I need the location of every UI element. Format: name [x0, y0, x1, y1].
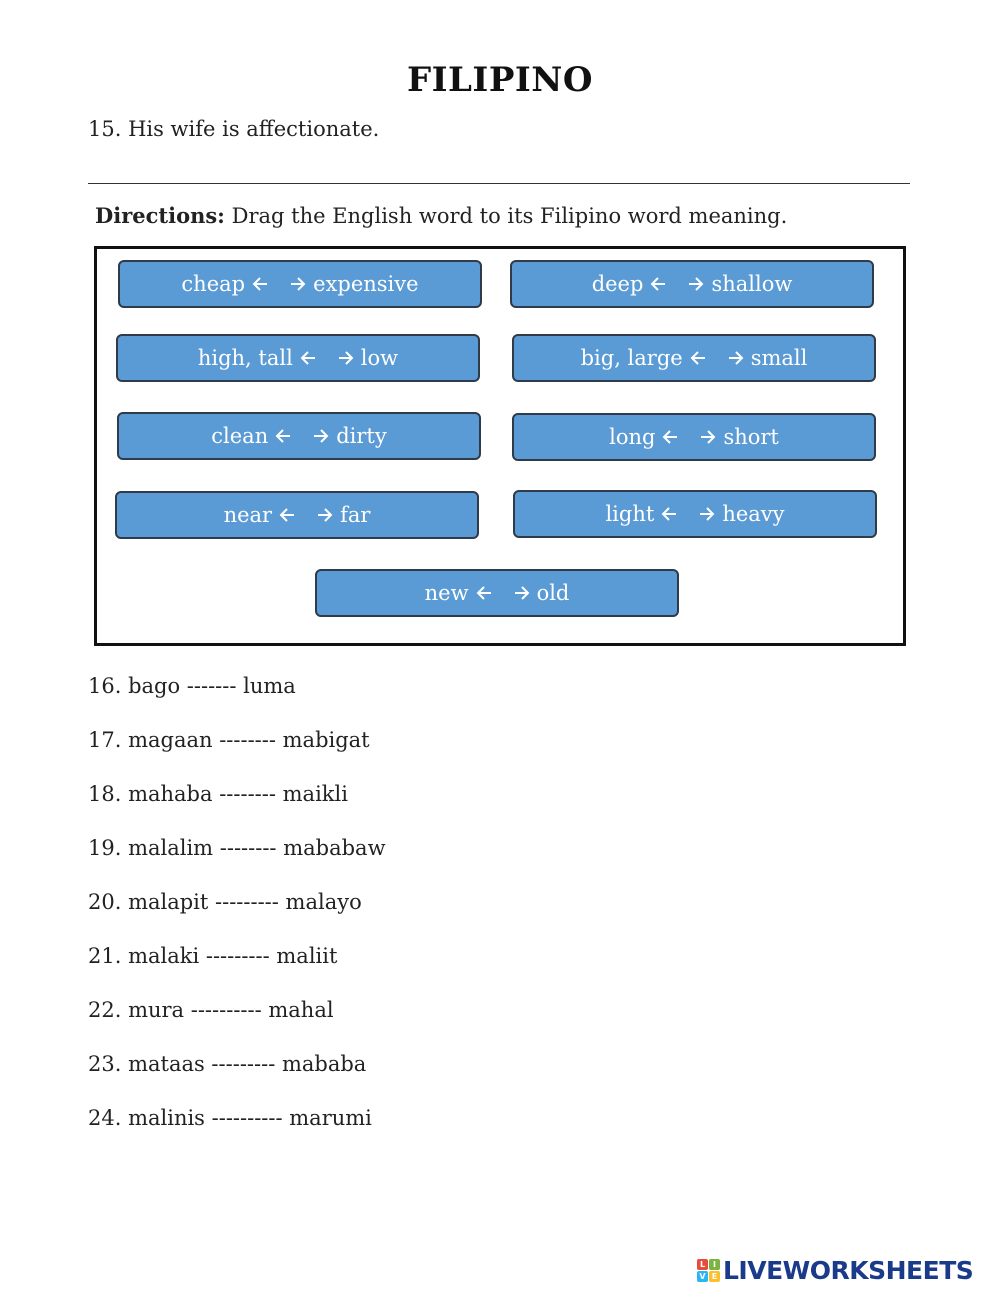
chip-right-word: old [536, 581, 570, 605]
arrow-right-icon [513, 583, 531, 603]
arrow-right-icon [289, 274, 307, 294]
chip-left-word: high, tall [197, 346, 293, 370]
arrow-right-icon [316, 505, 334, 525]
arrow-left-icon [274, 426, 292, 446]
chip-left-word: clean [211, 424, 269, 448]
arrow-left-icon [660, 504, 678, 524]
drag-chip-long-short[interactable] [512, 413, 876, 461]
drag-chip-cheap-expensive[interactable] [118, 260, 482, 308]
drag-chip-high-low[interactable] [116, 334, 480, 382]
chip-right-word: small [750, 346, 808, 370]
list-item-18[interactable]: 18. mahaba -------- maikli [88, 782, 348, 806]
list-item-19[interactable]: 19. malalim -------- mababaw [88, 836, 386, 860]
chip-left-word: deep [591, 272, 644, 296]
arrow-left-icon [278, 505, 296, 525]
chip-left-word: long [609, 425, 656, 449]
arrow-right-icon [699, 427, 717, 447]
chip-left-word: big, large [580, 346, 683, 370]
list-item-16[interactable]: 16. bago ------- luma [88, 674, 296, 698]
logo-text: LIVEWORKSHEETS [723, 1255, 974, 1285]
directions-label: Directions: [95, 203, 225, 228]
logo-cube: I [709, 1259, 720, 1270]
list-item-20[interactable]: 20. malapit --------- malayo [88, 890, 362, 914]
logo-cube: L [697, 1259, 708, 1270]
drag-chip-clean-dirty[interactable] [117, 412, 481, 460]
question-15: 15. His wife is affectionate. [88, 117, 380, 141]
chip-right-word: heavy [722, 502, 785, 526]
directions-text: Drag the English word to its Filipino word meaning. [224, 204, 788, 228]
arrow-left-icon [475, 583, 493, 603]
arrow-left-icon [251, 274, 269, 294]
chip-left-word: light [605, 502, 655, 526]
arrow-right-icon [687, 274, 705, 294]
chip-right-word: low [360, 346, 399, 370]
drag-chip-big-small[interactable] [512, 334, 876, 382]
arrow-left-icon [299, 348, 317, 368]
arrow-left-icon [661, 427, 679, 447]
drag-chip-light-heavy[interactable] [513, 490, 877, 538]
arrow-right-icon [337, 348, 355, 368]
list-item-17[interactable]: 17. magaan -------- mabigat [88, 728, 370, 752]
liveworksheets-logo[interactable] [697, 1254, 973, 1286]
directions [95, 203, 787, 228]
chip-right-word: dirty [336, 424, 387, 448]
drag-chip-deep-shallow[interactable] [510, 260, 874, 308]
logo-cube: V [697, 1271, 708, 1282]
list-item-23[interactable]: 23. mataas --------- mababa [88, 1052, 367, 1076]
chip-right-word: shallow [711, 272, 793, 296]
chip-left-word: new [424, 581, 469, 605]
chip-right-word: far [340, 503, 371, 527]
list-item-22[interactable]: 22. mura ---------- mahal [88, 998, 334, 1022]
list-item-24[interactable]: 24. malinis ---------- marumi [88, 1106, 372, 1130]
drag-chip-new-old[interactable] [315, 569, 679, 617]
chip-right-word: short [723, 425, 779, 449]
drag-chip-near-far[interactable] [115, 491, 479, 539]
answer-line-15[interactable] [88, 183, 910, 184]
arrow-right-icon [727, 348, 745, 368]
arrow-left-icon [649, 274, 667, 294]
chip-left-word: cheap [181, 272, 246, 296]
arrow-right-icon [698, 504, 716, 524]
arrow-left-icon [689, 348, 707, 368]
list-item-21[interactable]: 21. malaki --------- maliit [88, 944, 338, 968]
arrow-right-icon [312, 426, 330, 446]
chip-right-word: expensive [313, 272, 419, 296]
logo-cube: E [709, 1271, 720, 1282]
logo-cubes-icon [697, 1259, 720, 1282]
chip-left-word: near [223, 503, 273, 527]
page-title: FILIPINO [406, 60, 594, 100]
